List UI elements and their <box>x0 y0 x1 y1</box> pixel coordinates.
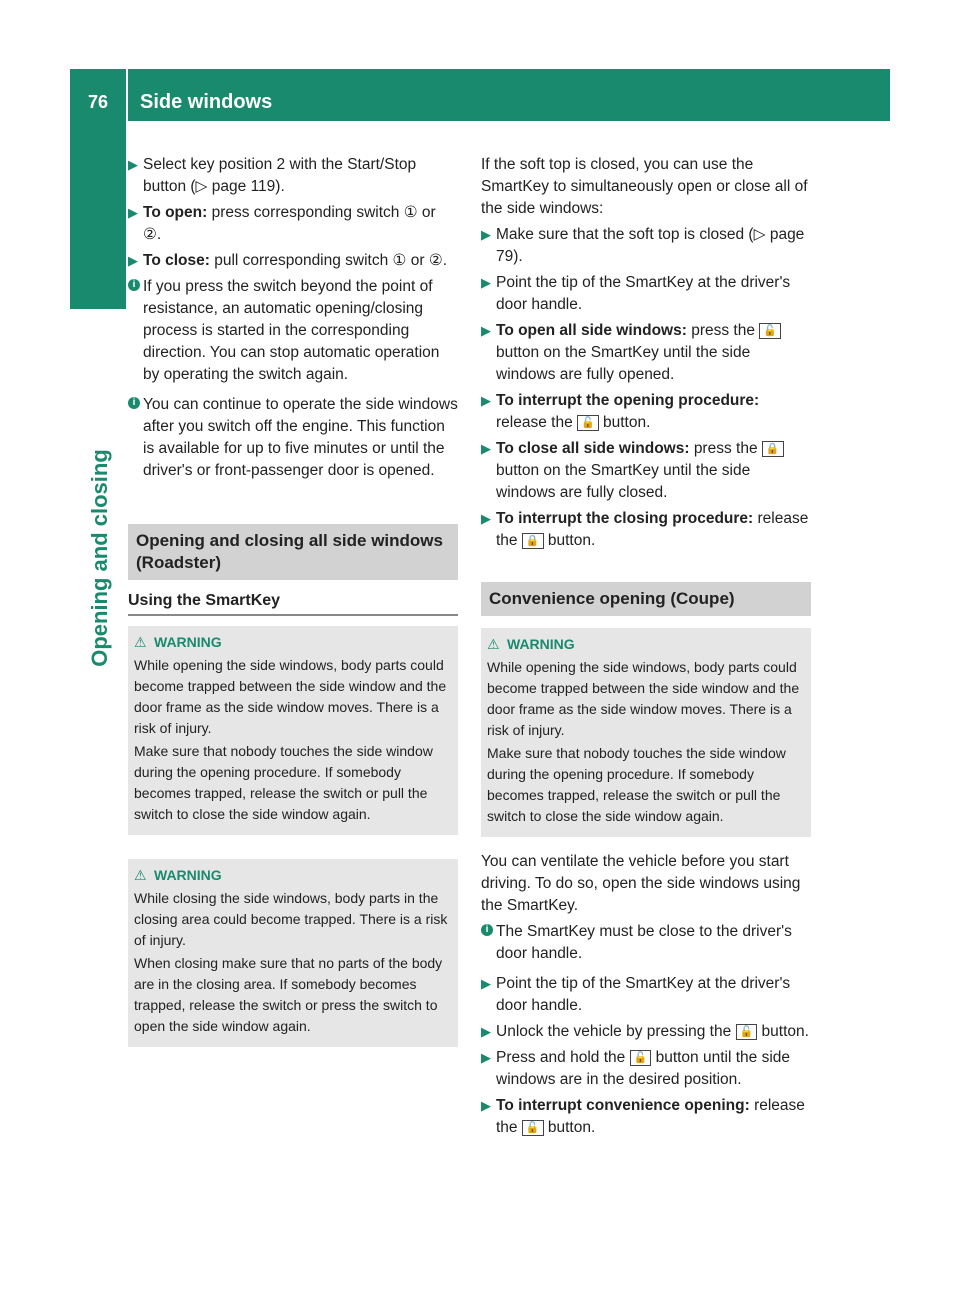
instruction-step <box>481 1021 811 1043</box>
step-arrow-icon: ▶ <box>481 511 491 526</box>
right-column <box>481 154 811 1143</box>
step-text: press the 🔓 button on the SmartKey until the side windows are fully opened. <box>496 322 781 383</box>
instruction-step <box>481 438 811 504</box>
step-arrow-icon: ▶ <box>481 323 491 338</box>
instruction-step <box>481 973 811 1017</box>
step-arrow-icon: ▶ <box>481 1024 491 1039</box>
intro-paragraph: If the soft top is closed, you can use the SmartKey to simultaneously open or close all of the side windows: <box>481 156 808 217</box>
unlock-icon: 🔓 <box>736 1024 758 1040</box>
section-title: Convenience opening (Coupe) <box>481 582 811 616</box>
info-note: i If you press the switch beyond the point of resistance, an automatic opening/closing process is started in the corresponding direction. You can stop automatic operation by operating the switch again. <box>128 276 458 386</box>
paragraph: You can ventilate the vehicle before you start driving. To do so, open the side windows using the SmartKey. <box>481 853 801 914</box>
step-text: Point the tip of the SmartKey at the driver's door handle. <box>496 274 791 313</box>
step-arrow-icon: ▶ <box>481 441 491 456</box>
unlock-icon: 🔓 <box>630 1050 652 1066</box>
page-number: 76 <box>87 92 109 112</box>
instruction-step <box>481 1047 811 1091</box>
info-note: i You can continue to operate the side windows after you switch off the engine. This function is available for up to five minutes or until the driver's or front-passenger door is opened. <box>128 394 458 482</box>
step-arrow-icon: ▶ <box>481 275 491 290</box>
step-text: Point the tip of the SmartKey at the driver's door handle. <box>496 975 791 1014</box>
step-arrow-icon: ▶ <box>481 1050 491 1065</box>
unlock-icon: 🔓 <box>577 415 599 431</box>
step-label: To interrupt convenience opening: <box>496 1097 755 1114</box>
lock-icon: 🔒 <box>522 533 544 549</box>
instruction-step <box>481 272 811 316</box>
step-text: pull corresponding switch ① or ②. <box>214 252 448 269</box>
subsection-title: Using the SmartKey <box>128 580 458 616</box>
sidebar-tab <box>70 121 126 309</box>
info-icon: i <box>128 279 140 291</box>
step-arrow-icon: ▶ <box>481 227 491 242</box>
warning-icon: ⚠ <box>487 636 500 652</box>
step-text: release the 🔓 button. <box>496 1097 805 1136</box>
page-title: Side windows <box>140 91 273 113</box>
instruction-step <box>128 250 458 272</box>
page-header <box>70 69 890 121</box>
step-label: To close all side windows: <box>496 440 694 457</box>
step-label: To open: <box>143 204 212 221</box>
step-text: Unlock the vehicle by pressing the 🔓 button. <box>496 1023 809 1040</box>
instruction-step <box>481 390 811 434</box>
instruction-step <box>128 202 458 246</box>
warning-icon: ⚠ <box>134 634 147 650</box>
instruction-step <box>481 508 811 552</box>
step-arrow-icon: ▶ <box>481 976 491 991</box>
step-label: To interrupt the opening procedure: <box>496 392 760 409</box>
step-arrow-icon: ▶ <box>128 253 138 268</box>
left-column <box>128 154 458 1071</box>
step-text: Make sure that the soft top is closed (▷ page 79). <box>496 226 805 265</box>
step-text: release the 🔓 button. <box>496 414 651 431</box>
step-text: press corresponding switch ① or ②. <box>143 204 436 243</box>
step-arrow-icon: ▶ <box>481 393 491 408</box>
warning-box: ⚠ WARNING While opening the side windows, body parts could become trapped between the side window and the door frame as the side window moves. There is a risk of injury. Make sure that nobody touches the side window during the opening procedure. If somebody becomes trapped, release the switch or pull the switch to close the side window again. <box>481 628 811 837</box>
section-title: Opening and closing all side windows (Roadster) <box>128 524 458 580</box>
step-text: press the 🔒 button on the SmartKey until the side windows are fully closed. <box>496 440 784 501</box>
step-label: To close: <box>143 252 215 269</box>
instruction-step <box>481 1095 811 1139</box>
instruction-step <box>481 224 811 268</box>
step-arrow-icon: ▶ <box>481 1098 491 1113</box>
info-icon: i <box>481 924 493 936</box>
lock-icon: 🔒 <box>762 441 784 457</box>
warning-box: ⚠ WARNING While closing the side windows, body parts in the closing area could become trapped. There is a risk of injury. When closing make sure that no parts of the body are in the closing area. If somebody becomes trapped, release the switch or press the switch to open the side window again. <box>128 859 458 1047</box>
unlock-icon: 🔓 <box>522 1120 544 1136</box>
info-icon: i <box>128 397 140 409</box>
header-divider <box>126 69 128 121</box>
instruction-step <box>481 320 811 386</box>
instruction-step <box>128 154 458 198</box>
step-text: Press and hold the 🔓 button until the side windows are in the desired position. <box>496 1049 791 1088</box>
step-label: To open all side windows: <box>496 322 692 339</box>
unlock-icon: 🔓 <box>759 323 781 339</box>
step-arrow-icon: ▶ <box>128 157 138 172</box>
sidebar-label: Opening and closing <box>87 449 112 667</box>
step-label: To interrupt the closing procedure: <box>496 510 758 527</box>
step-text: Select key position 2 with the Start/Stop button (▷ page 119). <box>143 156 417 195</box>
warning-box: ⚠ WARNING While opening the side windows, body parts could become trapped between the side window and the door frame as the side window moves. There is a risk of injury. Make sure that nobody touches the side window during the opening procedure. If somebody becomes trapped, release the switch or pull the switch to close the side window again. <box>128 626 458 835</box>
step-arrow-icon: ▶ <box>128 205 138 220</box>
warning-icon: ⚠ <box>134 867 147 883</box>
step-text: release the 🔒 button. <box>496 510 809 549</box>
info-note: i The SmartKey must be close to the driver's door handle. <box>481 921 811 965</box>
